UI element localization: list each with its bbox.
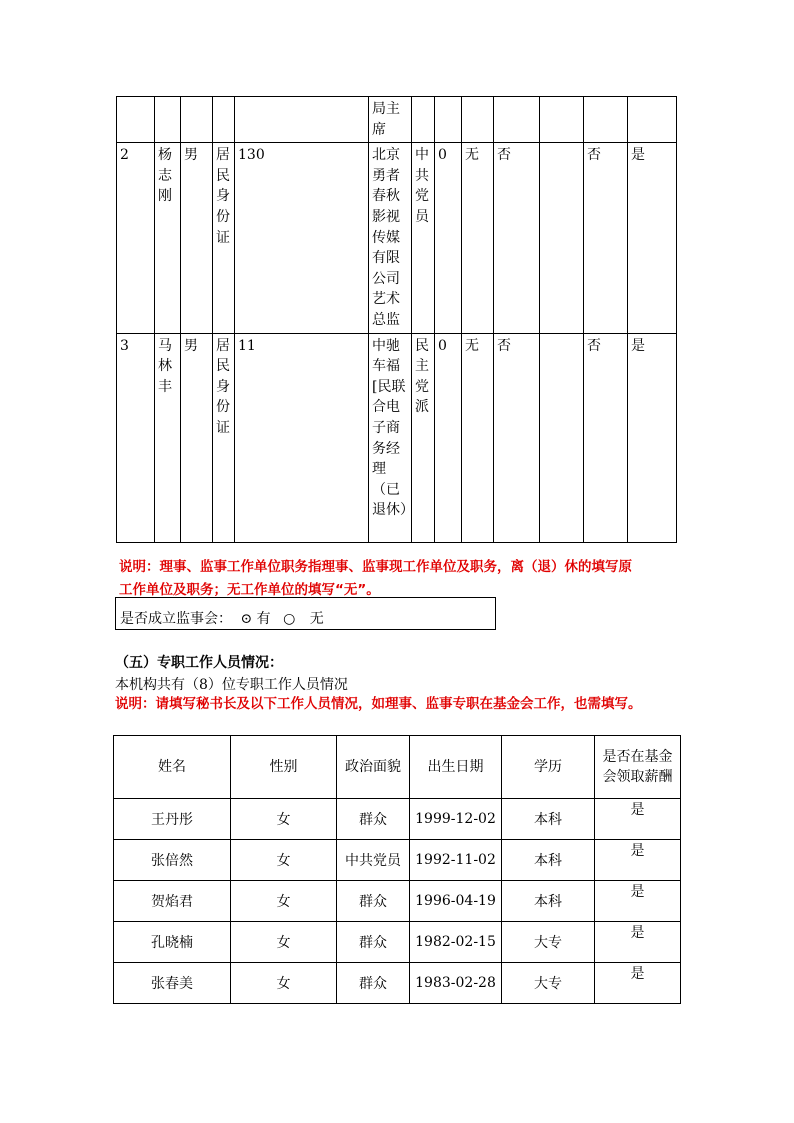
cell-col13 bbox=[628, 97, 677, 143]
cell-education: 大专 bbox=[502, 963, 595, 1004]
cell-politics: 群众 bbox=[337, 799, 410, 840]
cell-birth: 1983-02-28 bbox=[410, 963, 502, 1004]
cell-id-type: 居民身份证 bbox=[213, 143, 235, 333]
cell-politics: 群众 bbox=[337, 963, 410, 1004]
cell-col11 bbox=[540, 97, 584, 143]
cell-col8: 0 bbox=[435, 143, 462, 333]
cell-salary: 是 bbox=[595, 881, 681, 922]
cell-name: 马林丰 bbox=[155, 333, 181, 542]
cell-id-type bbox=[213, 97, 235, 143]
cell-col10 bbox=[494, 97, 540, 143]
supervisory-board-field bbox=[115, 597, 496, 630]
cell-politics: 群众 bbox=[337, 922, 410, 963]
table-row bbox=[114, 922, 681, 963]
cell-gender: 男 bbox=[181, 333, 213, 542]
cell-id-no: 130 bbox=[235, 143, 369, 333]
radio-no-label: 无 bbox=[309, 611, 324, 627]
table-row bbox=[114, 881, 681, 922]
cell-name: 孔晓楠 bbox=[114, 922, 231, 963]
radio-yes-label: 有 bbox=[256, 611, 271, 627]
cell-col13: 是 bbox=[628, 333, 677, 542]
cell-birth: 1996-04-19 bbox=[410, 881, 502, 922]
header-birth: 出生日期 bbox=[410, 736, 502, 799]
table-row bbox=[114, 963, 681, 1004]
cell-gender: 女 bbox=[231, 840, 337, 881]
table-row bbox=[117, 333, 677, 542]
table-row bbox=[114, 799, 681, 840]
cell-birth: 1992-11-02 bbox=[410, 840, 502, 881]
cell-name: 张春美 bbox=[114, 963, 231, 1004]
staff-note: 说明：请填写秘书长及以下工作人员情况，如理事、监事专职在基金会工作，也需填写。 bbox=[115, 696, 642, 712]
cell-birth: 1982-02-15 bbox=[410, 922, 502, 963]
table-row bbox=[117, 143, 677, 333]
header-gender: 性别 bbox=[231, 736, 337, 799]
cell-no bbox=[117, 97, 155, 143]
cell-salary: 是 bbox=[595, 922, 681, 963]
header-salary: 是否在基金会领取薪酬 bbox=[595, 736, 681, 799]
cell-gender: 女 bbox=[231, 963, 337, 1004]
cell-party: 民主党派 bbox=[412, 333, 435, 542]
cell-col9: 无 bbox=[462, 333, 494, 542]
cell-gender: 男 bbox=[181, 143, 213, 333]
cell-col13: 是 bbox=[628, 143, 677, 333]
cell-name: 贺焰君 bbox=[114, 881, 231, 922]
cell-gender: 女 bbox=[231, 799, 337, 840]
directors-note-line2: 工作单位及职务；无工作单位的填写“无”。 bbox=[119, 582, 380, 598]
cell-col10: 否 bbox=[494, 333, 540, 542]
radio-yes[interactable] bbox=[240, 598, 270, 641]
cell-name: 王丹彤 bbox=[114, 799, 231, 840]
header-politics: 政治面貌 bbox=[337, 736, 410, 799]
cell-salary: 是 bbox=[595, 963, 681, 1004]
section-title: （五）专职工作人员情况： bbox=[115, 655, 283, 671]
cell-name bbox=[155, 97, 181, 143]
radio-no[interactable] bbox=[283, 598, 324, 641]
cell-education: 本科 bbox=[502, 840, 595, 881]
radio-selected-icon: ⊙ bbox=[240, 611, 253, 627]
cell-politics: 群众 bbox=[337, 881, 410, 922]
staff-table bbox=[113, 735, 681, 1004]
cell-gender: 女 bbox=[231, 922, 337, 963]
supervisory-board-question: 是否成立监事会： bbox=[120, 611, 232, 627]
cell-education: 本科 bbox=[502, 799, 595, 840]
staff-count-text: 本机构共有（8）位专职工作人员情况 bbox=[115, 677, 348, 693]
cell-no: 2 bbox=[117, 143, 155, 333]
cell-politics: 中共党员 bbox=[337, 840, 410, 881]
table-header-row bbox=[114, 736, 681, 799]
header-education: 学历 bbox=[502, 736, 595, 799]
cell-education: 大专 bbox=[502, 922, 595, 963]
cell-party: 中共党员 bbox=[412, 143, 435, 333]
cell-id-no: 11 bbox=[235, 333, 369, 542]
cell-name: 张倍然 bbox=[114, 840, 231, 881]
cell-gender: 女 bbox=[231, 881, 337, 922]
table-row bbox=[117, 97, 677, 143]
cell-name: 杨志刚 bbox=[155, 143, 181, 333]
cell-col10: 否 bbox=[494, 143, 540, 333]
cell-salary: 是 bbox=[595, 840, 681, 881]
cell-position: 局主席 bbox=[369, 97, 412, 143]
cell-position: 中驰车福[民联合电子商务经理（已退休） bbox=[369, 333, 412, 542]
cell-col12 bbox=[584, 97, 628, 143]
cell-id-no bbox=[235, 97, 369, 143]
cell-salary: 是 bbox=[595, 799, 681, 840]
cell-col11 bbox=[540, 143, 584, 333]
cell-party bbox=[412, 97, 435, 143]
cell-education: 本科 bbox=[502, 881, 595, 922]
cell-col9 bbox=[462, 97, 494, 143]
cell-id-type: 居民身份证 bbox=[213, 333, 235, 542]
cell-col11 bbox=[540, 333, 584, 542]
header-name: 姓名 bbox=[114, 736, 231, 799]
cell-no: 3 bbox=[117, 333, 155, 542]
directors-table bbox=[116, 96, 677, 543]
cell-gender bbox=[181, 97, 213, 143]
cell-position: 北京勇者春秋影视传媒有限公司艺术总监 bbox=[369, 143, 412, 333]
cell-col8: 0 bbox=[435, 333, 462, 542]
cell-birth: 1999-12-02 bbox=[410, 799, 502, 840]
directors-note-line1: 说明：理事、监事工作单位职务指理事、监事现工作单位及职务，离（退）休的填写原 bbox=[119, 559, 632, 575]
cell-col9: 无 bbox=[462, 143, 494, 333]
cell-col12: 否 bbox=[584, 143, 628, 333]
cell-col8 bbox=[435, 97, 462, 143]
cell-col12: 否 bbox=[584, 333, 628, 542]
table-row bbox=[114, 840, 681, 881]
radio-unselected-icon: ○ bbox=[283, 611, 296, 627]
